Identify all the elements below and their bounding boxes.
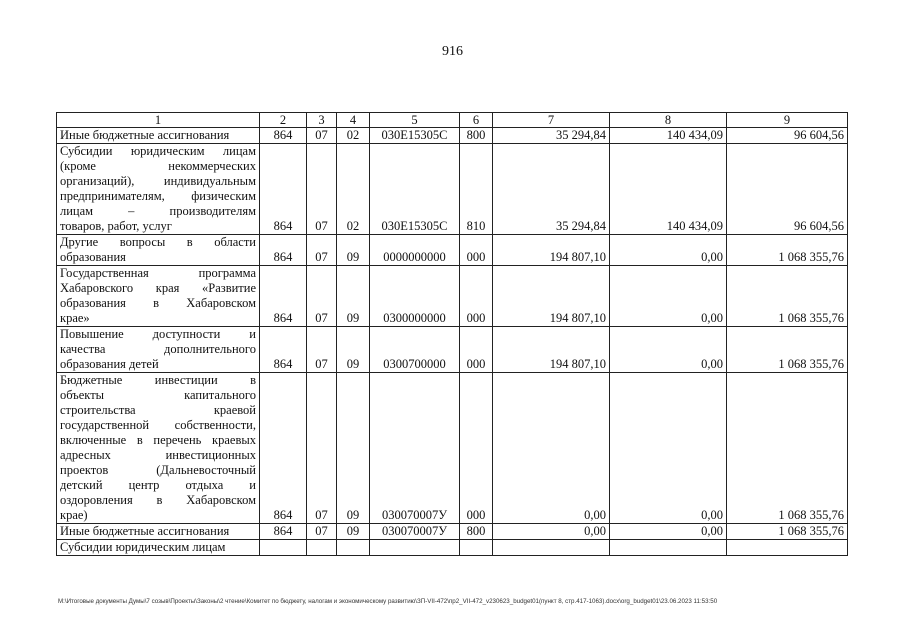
cell-c2: 864: [260, 128, 307, 144]
cell-c2: 864: [260, 144, 307, 235]
row-name-line: включенные в перечень краевых: [60, 433, 256, 447]
cell-c9: 1 068 355,76: [727, 235, 848, 266]
table-row: [57, 524, 848, 540]
column-header: 9: [727, 113, 848, 128]
row-name-line: крае»: [60, 311, 90, 325]
table-row: [57, 144, 848, 235]
row-name-line: Другие вопросы в области: [60, 235, 256, 249]
table-row: [57, 540, 848, 556]
row-name-line: качества дополнительного: [60, 342, 256, 356]
row-name-line: Субсидии юридическим лицам: [60, 540, 226, 554]
column-header: 8: [610, 113, 727, 128]
cell-c9: 1 068 355,76: [727, 266, 848, 327]
cell-c6: 000: [460, 235, 493, 266]
cell-c3: 07: [307, 327, 337, 373]
row-name-line: проектов (Дальневосточный: [60, 463, 256, 477]
row-name-line: организаций), индивидуальным: [60, 174, 256, 188]
row-name-line: образования в Хабаровском: [60, 296, 256, 310]
cell-c8: 140 434,09: [610, 144, 727, 235]
cell-c6: [460, 540, 493, 556]
cell-c3: [307, 540, 337, 556]
column-header: 1: [57, 113, 260, 128]
row-name-line: оздоровления в Хабаровском: [60, 493, 256, 507]
cell-c4: 02: [337, 144, 370, 235]
cell-c4: 02: [337, 128, 370, 144]
cell-c8: 0,00: [610, 373, 727, 524]
cell-c5: [370, 540, 460, 556]
cell-c4: 09: [337, 524, 370, 540]
cell-c9: 1 068 355,76: [727, 373, 848, 524]
row-name-cell: [57, 373, 260, 524]
row-name-line: Хабаровского края «Развитие: [60, 281, 256, 295]
table-header-row: [57, 113, 848, 128]
row-name-line: товаров, работ, услуг: [60, 219, 172, 233]
cell-c2: 864: [260, 373, 307, 524]
table-row: [57, 373, 848, 524]
budget-table: [56, 112, 848, 556]
cell-c8: 0,00: [610, 235, 727, 266]
cell-c9: 96 604,56: [727, 128, 848, 144]
cell-c7: 194 807,10: [493, 235, 610, 266]
cell-c2: 864: [260, 524, 307, 540]
cell-c2: [260, 540, 307, 556]
table-row: [57, 235, 848, 266]
cell-c7: [493, 540, 610, 556]
column-header: 5: [370, 113, 460, 128]
cell-c3: 07: [307, 144, 337, 235]
cell-c9: 1 068 355,76: [727, 524, 848, 540]
cell-c5: 030E15305C: [370, 144, 460, 235]
table-row: [57, 327, 848, 373]
cell-c6: 800: [460, 524, 493, 540]
cell-c9: 96 604,56: [727, 144, 848, 235]
cell-c7: 194 807,10: [493, 327, 610, 373]
column-header: 6: [460, 113, 493, 128]
column-header: 4: [337, 113, 370, 128]
row-name-cell: [57, 524, 260, 540]
row-name-cell: [57, 235, 260, 266]
cell-c8: [610, 540, 727, 556]
cell-c5: 0300000000: [370, 266, 460, 327]
row-name-line: образования детей: [60, 357, 159, 371]
row-name-line: Иные бюджетные ассигнования: [60, 524, 230, 538]
cell-c4: 09: [337, 373, 370, 524]
row-name-line: Бюджетные инвестиции в: [60, 373, 256, 387]
row-name-line: Иные бюджетные ассигнования: [60, 128, 230, 142]
cell-c6: 000: [460, 373, 493, 524]
row-name-cell: [57, 540, 260, 556]
cell-c6: 000: [460, 327, 493, 373]
cell-c5: 0000000000: [370, 235, 460, 266]
cell-c3: 07: [307, 373, 337, 524]
cell-c6: 810: [460, 144, 493, 235]
row-name-line: Повышение доступности и: [60, 327, 256, 341]
cell-c9: 1 068 355,76: [727, 327, 848, 373]
row-name-line: Субсидии юридическим лицам: [60, 144, 256, 158]
row-name-line: образования: [60, 250, 126, 264]
cell-c3: 07: [307, 524, 337, 540]
cell-c3: 07: [307, 266, 337, 327]
cell-c3: 07: [307, 128, 337, 144]
row-name-line: предпринимателям, физическим: [60, 189, 256, 203]
page-number: 916: [442, 44, 463, 59]
cell-c9: [727, 540, 848, 556]
cell-c5: 030070007У: [370, 524, 460, 540]
cell-c4: 09: [337, 235, 370, 266]
row-name-cell: [57, 128, 260, 144]
table-row: [57, 266, 848, 327]
cell-c7: 35 294,84: [493, 144, 610, 235]
row-name-line: лицам – производителям: [60, 204, 256, 218]
column-header: 7: [493, 113, 610, 128]
cell-c4: 09: [337, 266, 370, 327]
cell-c2: 864: [260, 327, 307, 373]
cell-c5: 0300700000: [370, 327, 460, 373]
row-name-line: строительства краевой: [60, 403, 256, 417]
column-header: 2: [260, 113, 307, 128]
row-name-cell: [57, 266, 260, 327]
cell-c8: 0,00: [610, 266, 727, 327]
cell-c5: 030E15305C: [370, 128, 460, 144]
row-name-line: государственной собственности,: [60, 418, 256, 432]
cell-c4: 09: [337, 327, 370, 373]
row-name-line: крае): [60, 508, 88, 522]
cell-c2: 864: [260, 266, 307, 327]
row-name-line: детский центр отдыха и: [60, 478, 256, 492]
cell-c8: 140 434,09: [610, 128, 727, 144]
document-path-footer: M:\Итоговые документы Думы\7 созыв\Проекты\Законы\2 чтение\Комитет по бюджету, налогам и экономическому развитию\ЗП-VII-472\пр2_VII-472_v230623_budget01(пункт 8, стр.417-1063).docx\org_budget01\23.06.2023 11:53:50: [58, 598, 718, 605]
cell-c3: 07: [307, 235, 337, 266]
row-name-line: Государственная программа: [60, 266, 256, 280]
cell-c8: 0,00: [610, 524, 727, 540]
row-name-line: объекты капитального: [60, 388, 256, 402]
row-name-line: адресных инвестиционных: [60, 448, 256, 462]
cell-c7: 35 294,84: [493, 128, 610, 144]
cell-c4: [337, 540, 370, 556]
cell-c5: 030070007У: [370, 373, 460, 524]
table-row: [57, 128, 848, 144]
row-name-line: (кроме некоммерческих: [60, 159, 256, 173]
cell-c7: 194 807,10: [493, 266, 610, 327]
cell-c7: 0,00: [493, 524, 610, 540]
cell-c2: 864: [260, 235, 307, 266]
column-header: 3: [307, 113, 337, 128]
row-name-cell: [57, 144, 260, 235]
cell-c7: 0,00: [493, 373, 610, 524]
cell-c6: 800: [460, 128, 493, 144]
row-name-cell: [57, 327, 260, 373]
cell-c6: 000: [460, 266, 493, 327]
cell-c8: 0,00: [610, 327, 727, 373]
